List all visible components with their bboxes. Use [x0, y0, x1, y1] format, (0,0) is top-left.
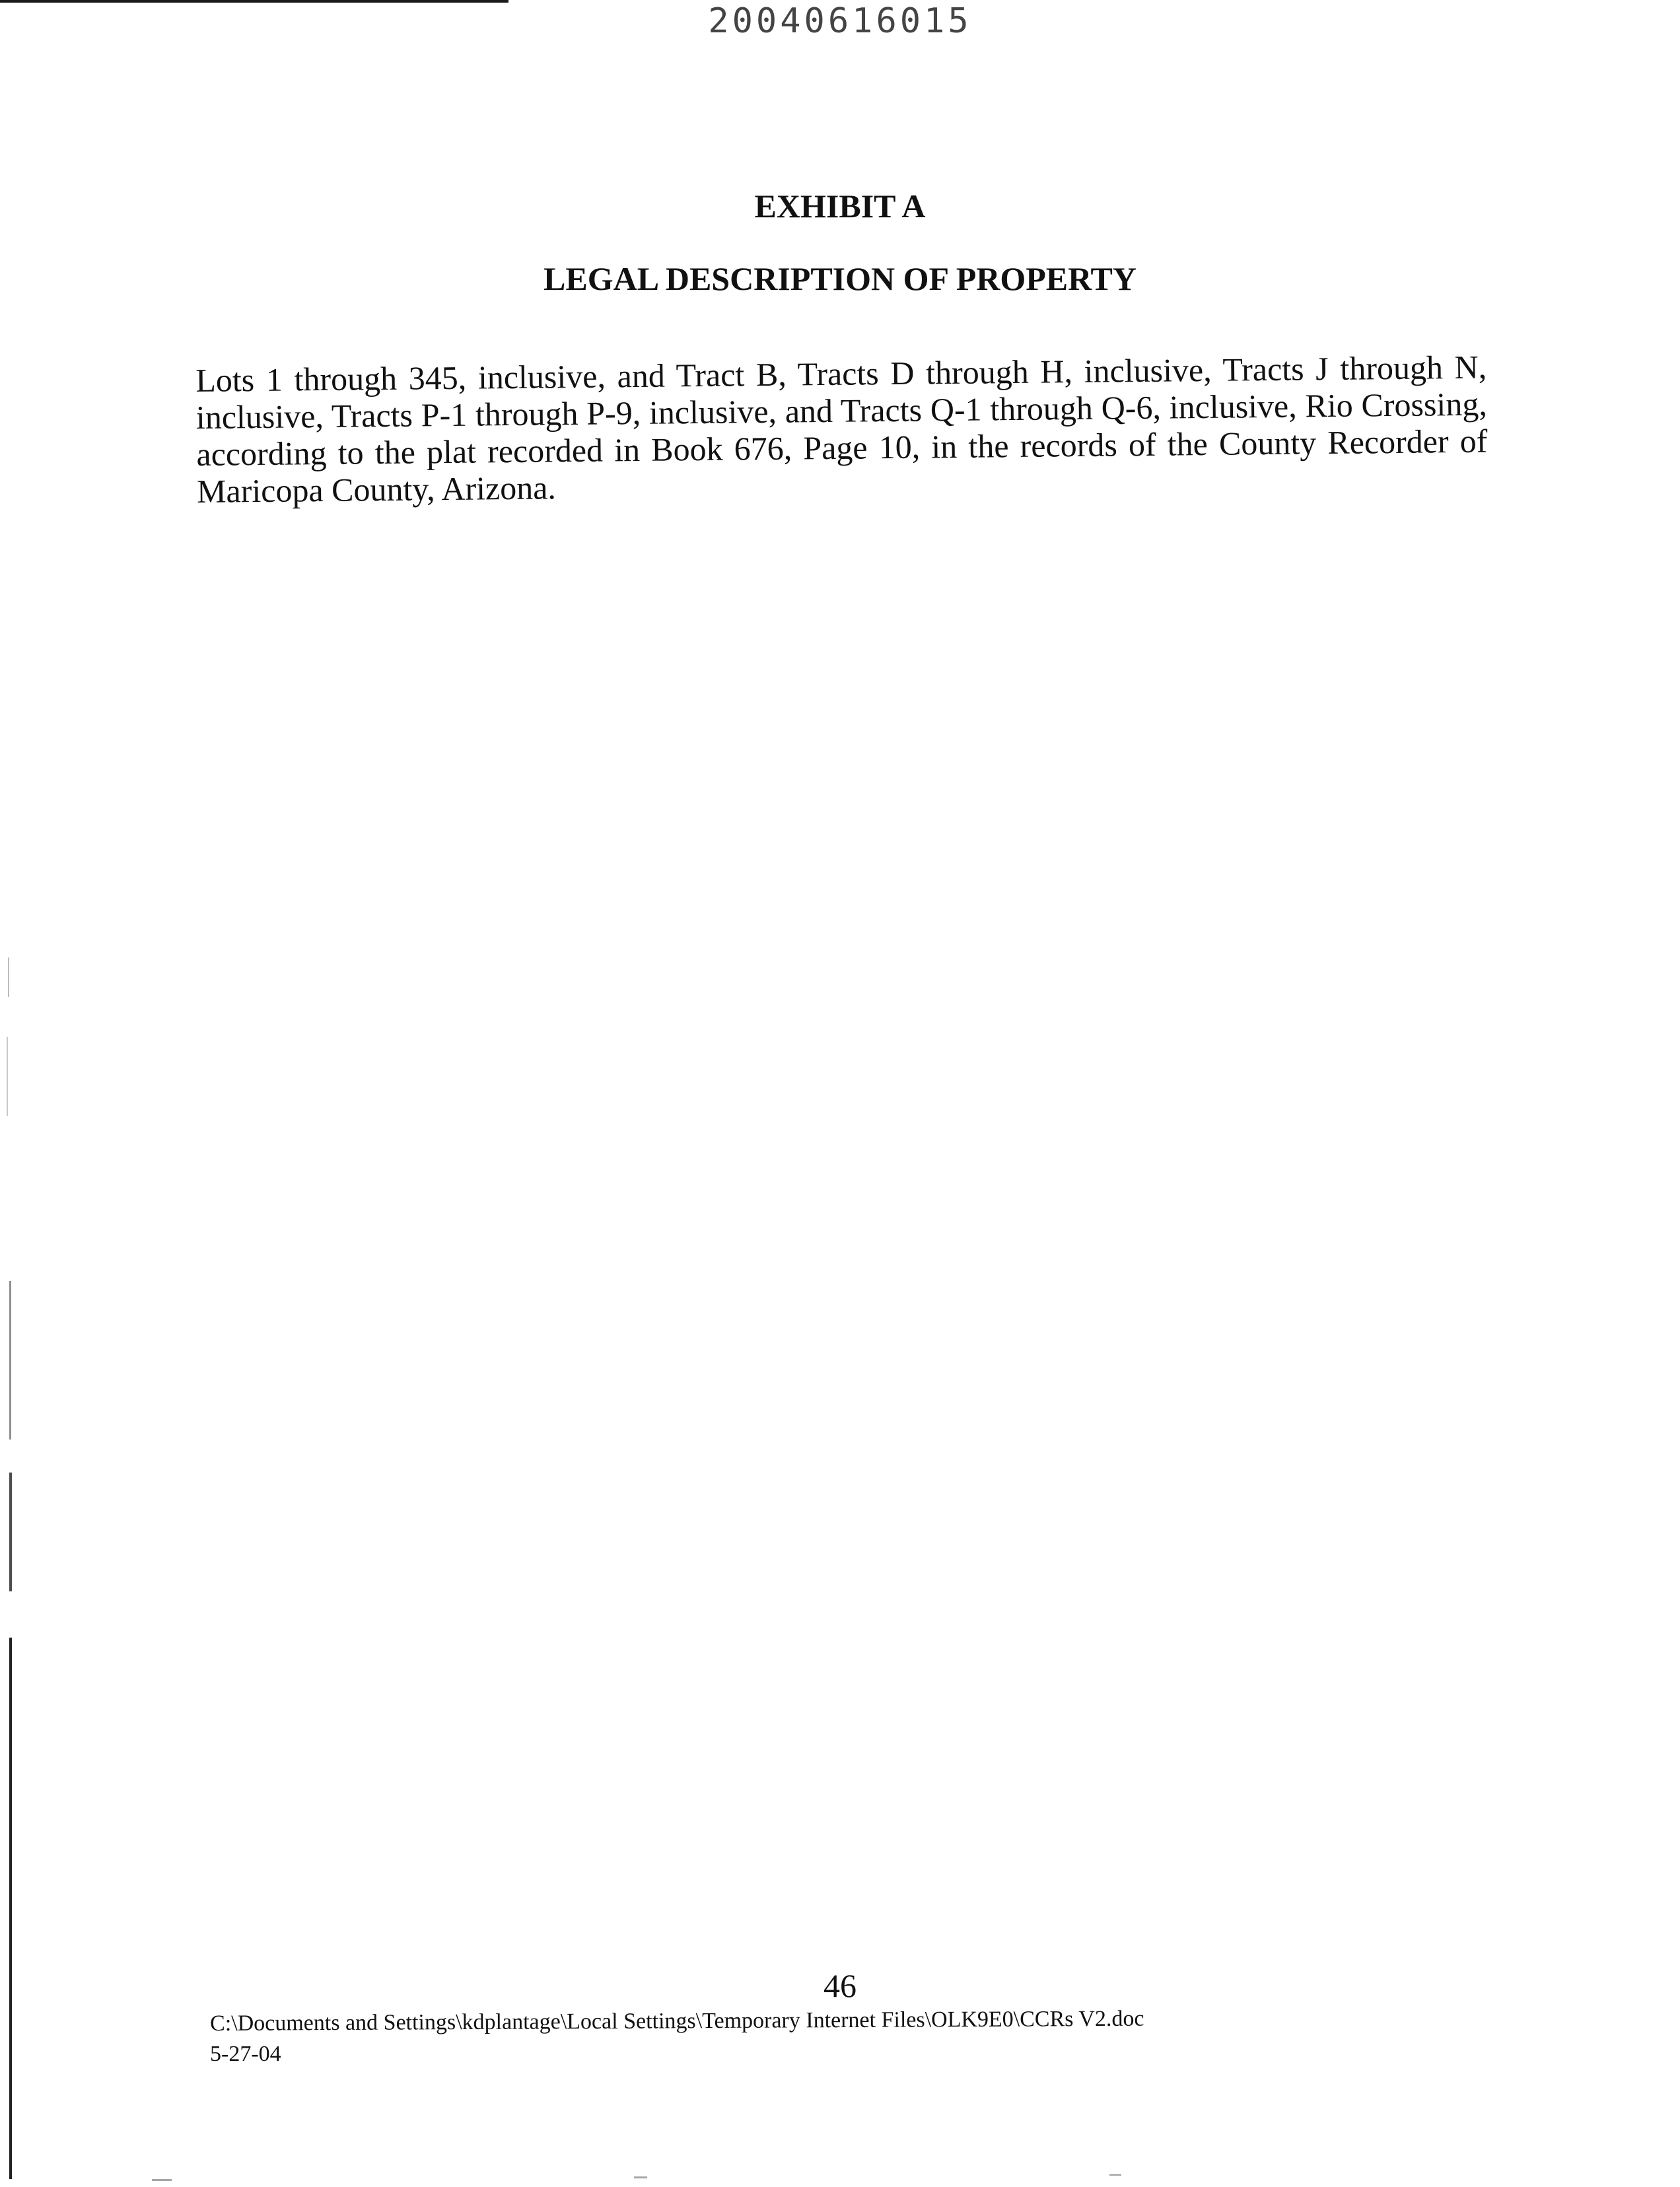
- scan-edge-mark: [9, 1281, 11, 1440]
- page-number: 46: [823, 1967, 857, 2004]
- scan-edge-mark: [7, 1037, 8, 1116]
- scan-edge-mark: [8, 957, 9, 997]
- exhibit-title: EXHIBIT A: [754, 188, 926, 225]
- scan-edge-mark: [9, 1473, 12, 1591]
- scan-edge-mark: [152, 2179, 172, 2181]
- scan-edge-mark: [634, 2176, 647, 2178]
- legal-description-paragraph: Lots 1 through 345, inclusive, and Tract B, Tracts D through H, inclusive, Tracts J through N, inclusive, Tracts P-1 through P-9, inclusive, and Tracts Q-1 through Q-6, inclusive, Rio Crossing, according to the plat recorded in Book 676, Page 10, in the records of the County Recorder of Maricopa County, Arizona.: [195, 348, 1488, 510]
- scan-edge-mark: [9, 1638, 12, 2179]
- footer-file-path: C:\Documents and Settings\kdplantage\Local Settings\Temporary Internet Files\OLK9E0\CCRs V2.doc: [210, 2006, 1144, 2036]
- recording-number: 20040616015: [708, 1, 972, 41]
- scan-edge-mark: [1109, 2174, 1121, 2176]
- exhibit-subtitle: LEGAL DESCRIPTION OF PROPERTY: [543, 260, 1137, 297]
- footer-date: 5-27-04: [210, 2042, 281, 2066]
